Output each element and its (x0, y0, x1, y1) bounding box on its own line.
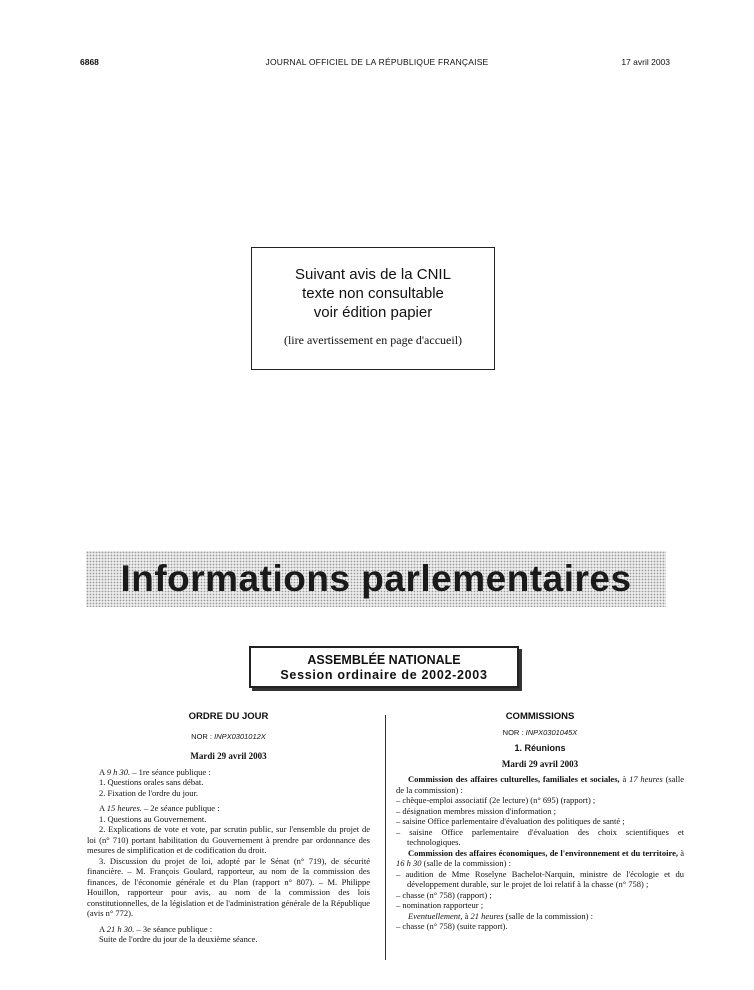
session-2-time: 15 heures. (106, 803, 142, 813)
nor-code: INPX0301045X (525, 727, 578, 737)
session-3-item: Suite de l'ordre du jour de la deuxième séance. (99, 934, 258, 944)
commission-1-item: – saisine Office parlementaire d'évaluation des choix scientifiques et technologiques. (396, 826, 684, 847)
session-2-item: 3. Discussion du projet de loi, adopté par le Sénat (n° 719), de sécurité financière. – M. François Goulard, rapporteur, au nom de la commission des finances, de l'économie générale et du Plan (rapport n° 807). – M. Philippe Houillon, rapporteur pour avis, au nom de la commission des lois constitutionnelles, de la législation et de l'administration générale de la République (avis n° 772). (87, 855, 370, 918)
commission-1-item: – désignation membres mission d'information ; (396, 805, 556, 816)
eventual-time: 21 heures (470, 910, 504, 921)
page-number: 6868 (80, 57, 99, 67)
session-1-label: – 1re séance publique : (132, 766, 211, 777)
session-1-header: A 9 h 30. – 1re séance publique : (99, 766, 211, 777)
commission-2-time: 16 h 30 (396, 858, 422, 868)
reunions-heading: 1. Réunions (514, 743, 566, 753)
session-1-item: 1. Questions orales sans débat. (99, 777, 204, 787)
session-2-label: – 2e séance publique : (144, 803, 220, 813)
eventual-room: (salle de la commission) : (505, 910, 593, 921)
nor-label: NOR : (191, 731, 213, 741)
commission-1-time: 17 heures (629, 774, 663, 784)
session-2-item: 2. Explications de vote et vote, par scrutin public, sur l'ensemble du projet de loi (n° 710) portant habilitation du Gouvernement à prendre par ordonnance des mesures de simplification et de codification du droit. (87, 824, 370, 855)
agenda-nor (87, 732, 370, 743)
section-banner (86, 551, 666, 607)
session-3-label: – 3e séance publique : (136, 923, 213, 934)
eventual-label: Eventuellement, (408, 910, 463, 921)
commission-1-title: Commission des affaires culturelles, familiales et sociales, (408, 774, 620, 784)
banner-title: Informations parlementaires (120, 558, 632, 599)
commissions-date: Mardi 29 avril 2003 (501, 758, 579, 769)
commissions-column (396, 712, 684, 932)
cnil-line-3: voir édition papier (313, 304, 433, 321)
column-divider (385, 715, 386, 960)
assembly-name: ASSEMBLÉE NATIONALE (307, 653, 461, 667)
nor-code: INPX0301012X (214, 731, 266, 741)
cnil-line-1: Suivant avis de la CNIL (295, 266, 451, 283)
commissions-heading: COMMISSIONS (505, 711, 575, 722)
session-1-item: 2. Fixation de l'ordre du jour. (99, 787, 199, 798)
commission-2-item: – audition de Mme Roselyne Bachelot-Narquin, ministre de l'écologie et du développement durable, sur le projet de loi relatif à la chasse (n° 758) ; (396, 868, 684, 889)
journal-title: JOURNAL OFFICIEL DE LA RÉPUBLIQUE FRANÇAISE (265, 57, 489, 67)
agenda-column (87, 712, 370, 945)
commission-1-item: – chèque-emploi associatif (2e lecture) (n° 695) (rapport) ; (396, 795, 596, 805)
agenda-heading: ORDRE DU JOUR (188, 711, 269, 722)
cnil-notice-box (251, 247, 495, 370)
issue-date: 17 avril 2003 (621, 57, 670, 67)
eventual-item: – chasse (n° 758) (suite rapport). (396, 921, 508, 931)
session-2-item: 1. Questions au Gouvernement. (99, 813, 207, 824)
session-3-time: 21 h 30. (106, 923, 135, 934)
commission-1-room: (salle de la commission) : (396, 774, 684, 795)
commission-2-title: Commission des affaires économiques, de l'environnement et du territoire, (408, 847, 678, 858)
session-3-header: A 21 h 30. – 3e séance publique : (99, 923, 213, 934)
commission-2-room: (salle de la commission) : (423, 858, 511, 868)
commission-2-item: – nomination rapporteur ; (396, 900, 484, 910)
assembly-session: Session ordinaire de 2002-2003 (280, 668, 488, 682)
commissions-nor (396, 728, 684, 739)
nor-label: NOR : (502, 727, 524, 737)
cnil-line-2: texte non consultable (302, 285, 444, 302)
commission-1-item: – saisine Office parlementaire d'évaluation des politiques de santé ; (396, 816, 625, 826)
cnil-note: (lire avertissement en page d'accueil) (283, 333, 463, 347)
assembly-box (249, 646, 519, 688)
session-1-time: 9 h 30. (106, 766, 131, 777)
session-2-header: A 15 heures. – 2e séance publique : (99, 803, 220, 813)
eventual-session: Eventuellement, à 21 heures (salle de la commission) : (408, 910, 593, 921)
agenda-date: Mardi 29 avril 2003 (190, 751, 267, 761)
commission-2: Commission des affaires économiques, de l'environnement et du territoire, à 16 h 30 (salle de la commission) : (396, 847, 685, 868)
commission-1: Commission des affaires culturelles, familiales et sociales, à 17 heures (salle de la commission) : (396, 774, 684, 795)
commission-2-item: – chasse (n° 758) (rapport) ; (396, 889, 492, 900)
